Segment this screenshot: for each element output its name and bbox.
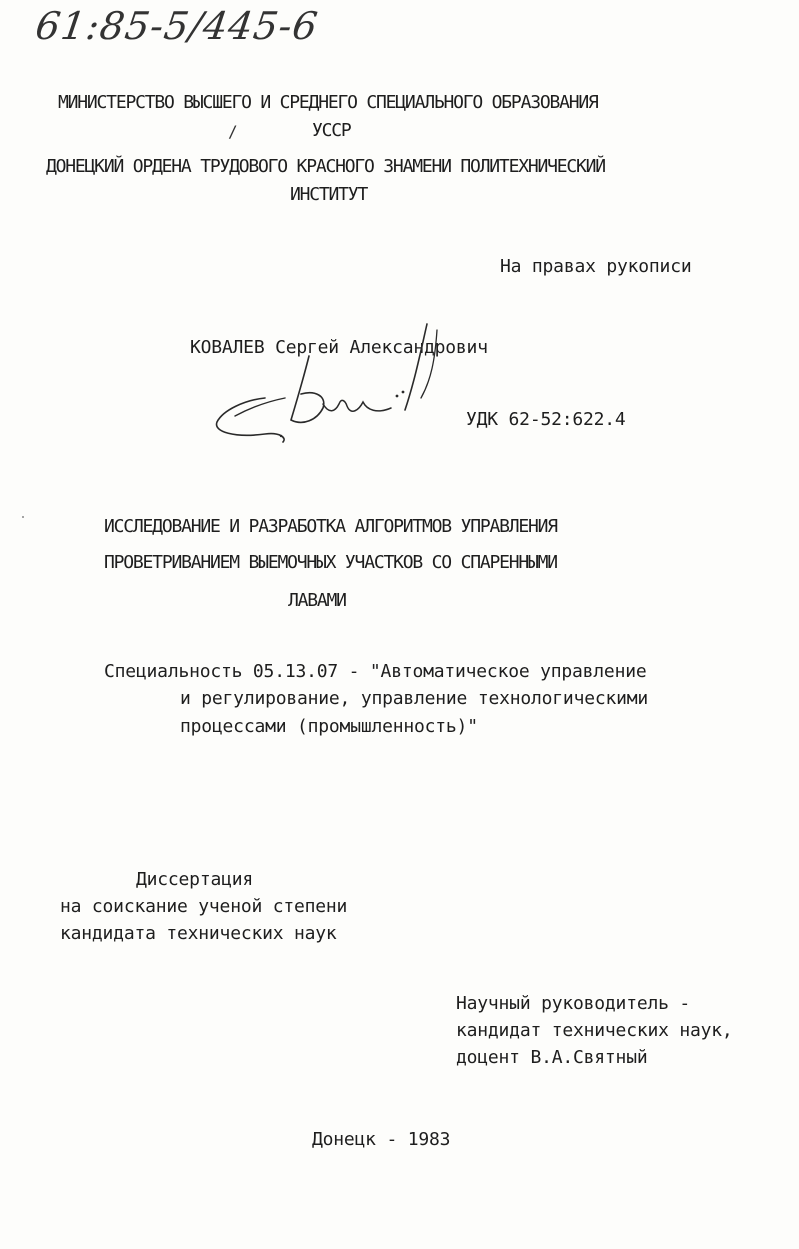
institute-line-1: ДОНЕЦКИЙ ОРДЕНА ТРУДОВОГО КРАСНОГО ЗНАМЕНИ ПОЛИТЕХНИЧЕСКИЙ — [46, 156, 605, 177]
title-line-3: ЛАВАМИ — [288, 590, 346, 611]
author-name: КОВАЛЕВ Сергей Александрович — [190, 337, 488, 358]
paper-speck — [22, 516, 24, 518]
udk-code: УДК 62-52:622.4 — [466, 409, 626, 430]
stray-mark: / — [228, 122, 238, 141]
place-and-year: Донецк - 1983 — [312, 1129, 451, 1150]
supervisor-line-3: доцент В.А.Святный — [456, 1047, 648, 1068]
supervisor-line-2: кандидат технических наук, — [456, 1020, 733, 1041]
institute-line-2: ИНСТИТУТ — [290, 184, 368, 205]
ministry-line-2: УССР — [312, 120, 351, 141]
handwritten-signature — [205, 320, 445, 460]
specialty-line-1: Специальность 05.13.07 - "Автоматическое управление — [104, 661, 647, 682]
specialty-line-3: процессами (промышленность)" — [180, 716, 478, 737]
manuscript-note: На правах рукописи — [500, 256, 692, 277]
dissertation-line-3: кандидата технических наук — [60, 923, 337, 944]
specialty-line-2: и регулирование, управление технологическими — [180, 688, 649, 709]
supervisor-line-1: Научный руководитель - — [456, 993, 691, 1014]
archive-code-handwritten: 61:85-5/445-6 — [32, 4, 321, 48]
dissertation-line-2: на соискание ученой степени — [60, 896, 348, 917]
title-line-2: ПРОВЕТРИВАНИЕМ ВЫЕМОЧНЫХ УЧАСТКОВ СО СПАРЕННЫМИ — [104, 552, 557, 573]
ministry-line-1: МИНИСТЕРСТВО ВЫСШЕГО И СРЕДНЕГО СПЕЦИАЛЬНОГО ОБРАЗОВАНИЯ — [58, 92, 598, 113]
title-line-1: ИССЛЕДОВАНИЕ И РАЗРАБОТКА АЛГОРИТМОВ УПРАВЛЕНИЯ — [104, 516, 557, 537]
dissertation-line-1: Диссертация — [136, 869, 254, 890]
